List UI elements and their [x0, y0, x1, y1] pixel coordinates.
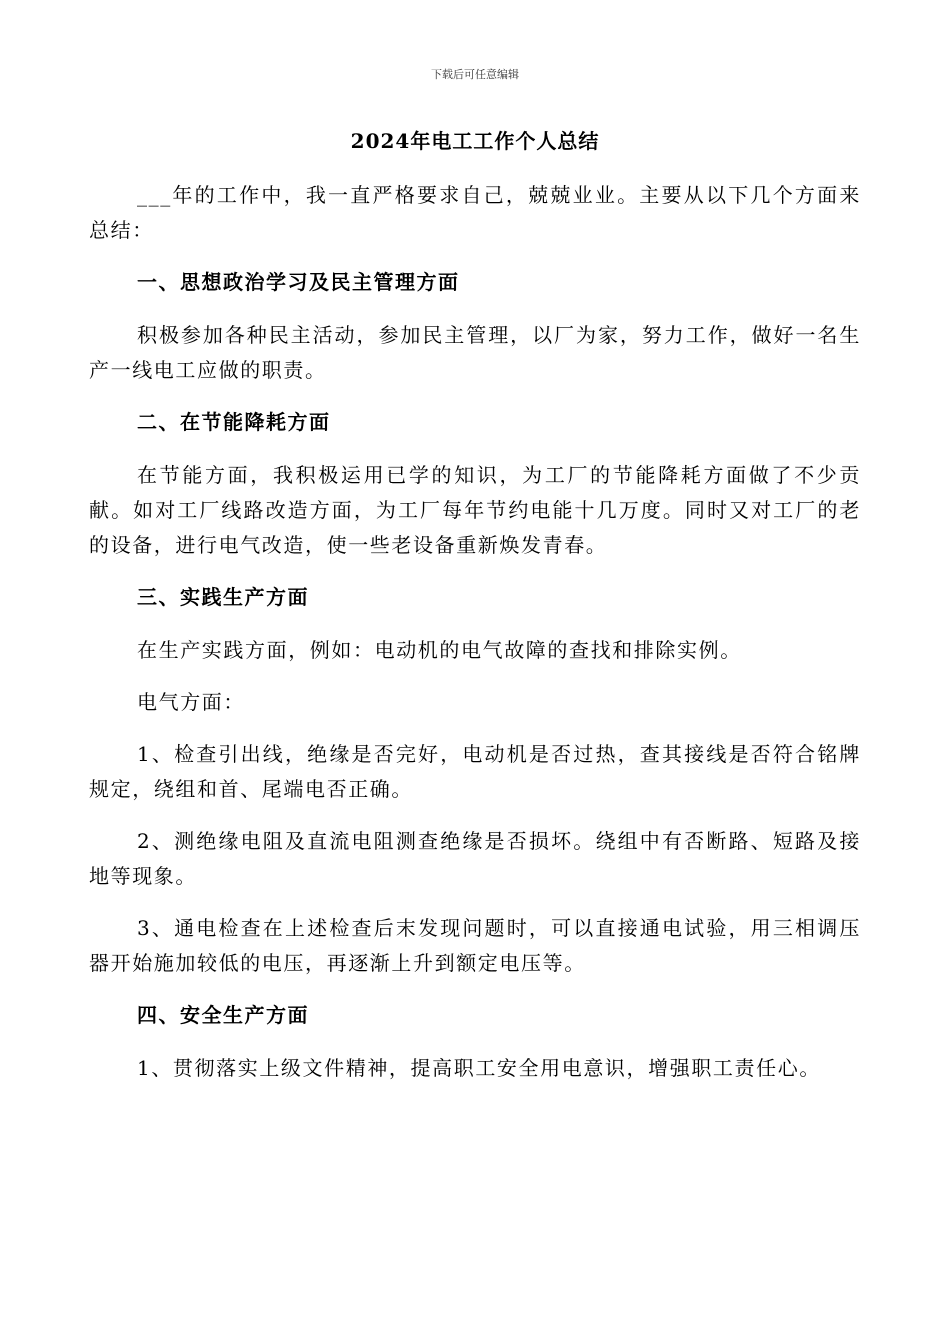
section-heading-1: 一、思想政治学习及民主管理方面 [137, 270, 460, 294]
section-heading-2: 二、在节能降耗方面 [137, 410, 331, 434]
intro-paragraph: ___年的工作中，我一直严格要求自己，兢兢业业。主要从以下几个方面来总结： [89, 183, 861, 242]
section-2-paragraph-1: 在节能方面，我积极运用已学的知识，为工厂的节能降耗方面做了不少贡献。如对工厂线路改造方面，为工厂每年节约电能十几万度。同时又对工厂的老的设备，进行电气改造，使一些老设备重新焕发青春。 [89, 463, 861, 557]
section-3-item-3: 3、通电检查在上述检查后末发现问题时，可以直接通电试验，用三相调压器开始施加较低的电压，再逐渐上升到额定电压等。 [89, 916, 861, 975]
document-title: 2024年电工工作个人总结 [350, 129, 600, 153]
document-body [89, 178, 861, 1103]
section-heading-3: 三、实践生产方面 [137, 585, 309, 609]
section-3-item-1: 1、检查引出线，绝缘是否完好，电动机是否过热，查其接线是否符合铭牌规定，绕组和首、尾端电否正确。 [89, 742, 861, 801]
section-heading-4: 四、安全生产方面 [137, 1003, 309, 1027]
section-1-paragraph-1: 积极参加各种民主活动，参加民主管理，以厂为家，努力工作，做好一名生产一线电工应做的职责。 [89, 323, 861, 382]
section-3-paragraph-1: 在生产实践方面，例如：电动机的电气故障的查找和排除实例。 [137, 638, 742, 662]
section-4-item-1: 1、贯彻落实上级文件精神，提高职工安全用电意识，增强职工责任心。 [137, 1056, 821, 1080]
header-note: 下载后可任意编辑 [431, 68, 519, 81]
section-3-item-2: 2、测绝缘电阻及直流电阻测查绝缘是否损坏。绕组中有否断路、短路及接地等现象。 [89, 829, 861, 888]
section-3-paragraph-2: 电气方面： [137, 690, 245, 714]
